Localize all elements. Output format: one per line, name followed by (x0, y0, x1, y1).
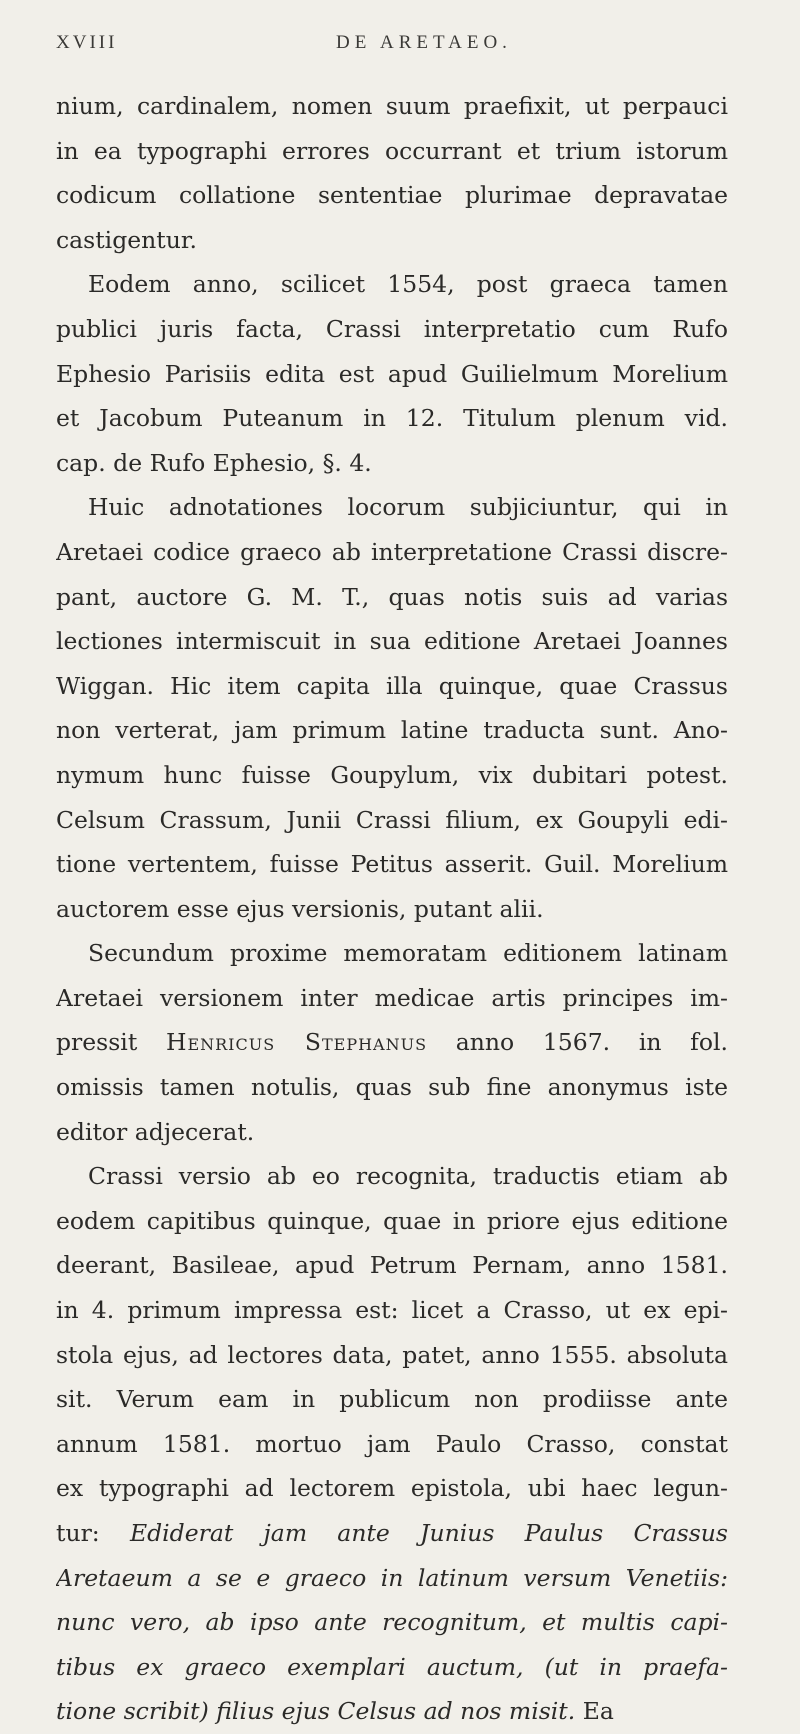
text-segment: Aretaei codice graeco ab interpretatione Crassi discre- (56, 537, 728, 566)
text-line (56, 1689, 728, 1734)
text-segment: codicum collatione sententiae plurimae depravatae (56, 181, 728, 210)
text-segment: Crassi versio ab eo recognita, traductis etiam ab (88, 1162, 728, 1191)
text-segment: Secundum proxime memoratam editionem latinam (88, 939, 728, 968)
text-segment: publici juris facta, Crassi interpretatio cum Rufo (56, 314, 728, 343)
text-segment: ex typographi ad lectorem epistola, ubi haec legun- (56, 1474, 728, 1503)
text-segment: in 4. primum impressa est: licet a Crasso, ut ex epi- (56, 1296, 728, 1325)
text-segment: Wiggan. Hic item capita illa quinque, quae Crassus (56, 671, 728, 700)
text-segment: annum 1581. mortuo jam Paulo Crasso, constat (56, 1429, 728, 1458)
text-segment: et Jacobum Puteanum in 12. Titulum plenum vid. (56, 404, 728, 433)
text-segment: stola ejus, ad lectores data, patet, anno 1555. absoluta (56, 1340, 728, 1369)
text-line (56, 530, 728, 575)
text-line (56, 1065, 728, 1110)
text-segment: Aretaeum a se e graeco in latinum versum Venetiis: (56, 1563, 728, 1592)
text-segment: Aretaei versionem inter medicae artis principes im- (56, 983, 728, 1012)
text-segment: sit. Verum eam in publicum non prodiisse ante (56, 1385, 728, 1414)
text-segment: tione vertentem, fuisse Petitus asserit. Guil. Morelium (56, 850, 728, 879)
text-line (56, 664, 728, 709)
text-line (56, 708, 728, 753)
text-line (56, 931, 728, 976)
text-line (56, 173, 728, 218)
running-title: DE ARETAEO. (336, 32, 512, 53)
text-line (56, 129, 728, 174)
text-segment: in ea typographi errores occurrant et trium istorum (56, 136, 728, 165)
text-segment: anno 1567. in fol. (427, 1028, 728, 1057)
text-line (56, 485, 728, 530)
text-segment: editor adjecerat. (56, 1117, 255, 1146)
text-segment: deerant, Basileae, apud Petrum Pernam, anno 1581. (56, 1251, 728, 1280)
text-segment: nunc vero, ab ipso ante recognitum, et multis capi- (56, 1608, 728, 1637)
text-line (56, 887, 728, 932)
text-line (56, 1288, 728, 1333)
text-segment: omissis tamen notulis, quas sub fine anonymus iste (56, 1073, 728, 1102)
text-line (56, 1154, 728, 1199)
text-line (56, 262, 728, 307)
text-line (56, 84, 728, 129)
text-line (56, 1243, 728, 1288)
text-segment: Henricus Stephanus (165, 1028, 428, 1057)
text-line (56, 1511, 728, 1556)
page-header (56, 32, 716, 62)
text-segment: cap. de Rufo Ephesio, §. 4. (56, 448, 372, 477)
text-line (56, 798, 728, 843)
text-line (56, 1600, 728, 1645)
text-line (56, 976, 728, 1021)
text-segment: tibus ex graeco exemplari auctum, (ut in praefa- (56, 1652, 728, 1681)
text-line (56, 1199, 728, 1244)
text-segment: pant, auctore G. M. T., quas notis suis ad varias (56, 582, 728, 611)
text-segment: castigentur. (56, 225, 197, 254)
text-line (56, 842, 728, 887)
text-segment: tione scribit) filius ejus Celsus ad nos misit. (56, 1697, 576, 1726)
text-line (56, 1556, 728, 1601)
text-segment: tur: (56, 1519, 130, 1547)
text-segment: pressit (56, 1028, 166, 1057)
text-line (56, 1466, 728, 1511)
text-segment: Celsum Crassum, Junii Crassi filium, ex Goupyli edi- (56, 805, 728, 834)
text-line (56, 1020, 728, 1065)
text-segment: Eodem anno, scilicet 1554, post graeca tamen (88, 270, 728, 299)
text-line (56, 218, 728, 263)
text-body (56, 84, 728, 1734)
text-line (56, 1110, 728, 1155)
text-segment: auctorem esse ejus versionis, putant alii. (56, 894, 544, 923)
text-line (56, 352, 728, 397)
text-line (56, 575, 728, 620)
text-line (56, 441, 728, 486)
text-segment: Huic adnotationes locorum subjiciuntur, qui in (88, 493, 728, 522)
text-segment: lectiones intermiscuit in sua editione Aretaei Joannes (56, 627, 728, 656)
text-line (56, 753, 728, 798)
text-line (56, 1422, 728, 1467)
text-segment: Ea (575, 1697, 614, 1726)
text-segment: Ephesio Parisiis edita est apud Guilielmum Morelium (56, 359, 728, 388)
text-line (56, 396, 728, 441)
text-segment: nium, cardinalem, nomen suum praefixit, ut perpauci (56, 92, 728, 120)
text-line (56, 1333, 728, 1378)
text-segment: nymum hunc fuisse Goupylum, vix dubitari potest. (56, 760, 728, 789)
folio-number: XVIII (56, 32, 118, 53)
text-segment: Ediderat jam ante Junius Paulus Crassus (129, 1519, 728, 1547)
text-line (56, 619, 728, 664)
text-line (56, 1645, 728, 1690)
text-line (56, 307, 728, 352)
text-segment: non verterat, jam primum latine traducta sunt. Ano- (56, 716, 728, 745)
text-segment: eodem capitibus quinque, quae in priore ejus editione (56, 1206, 728, 1235)
text-line (56, 1377, 728, 1422)
